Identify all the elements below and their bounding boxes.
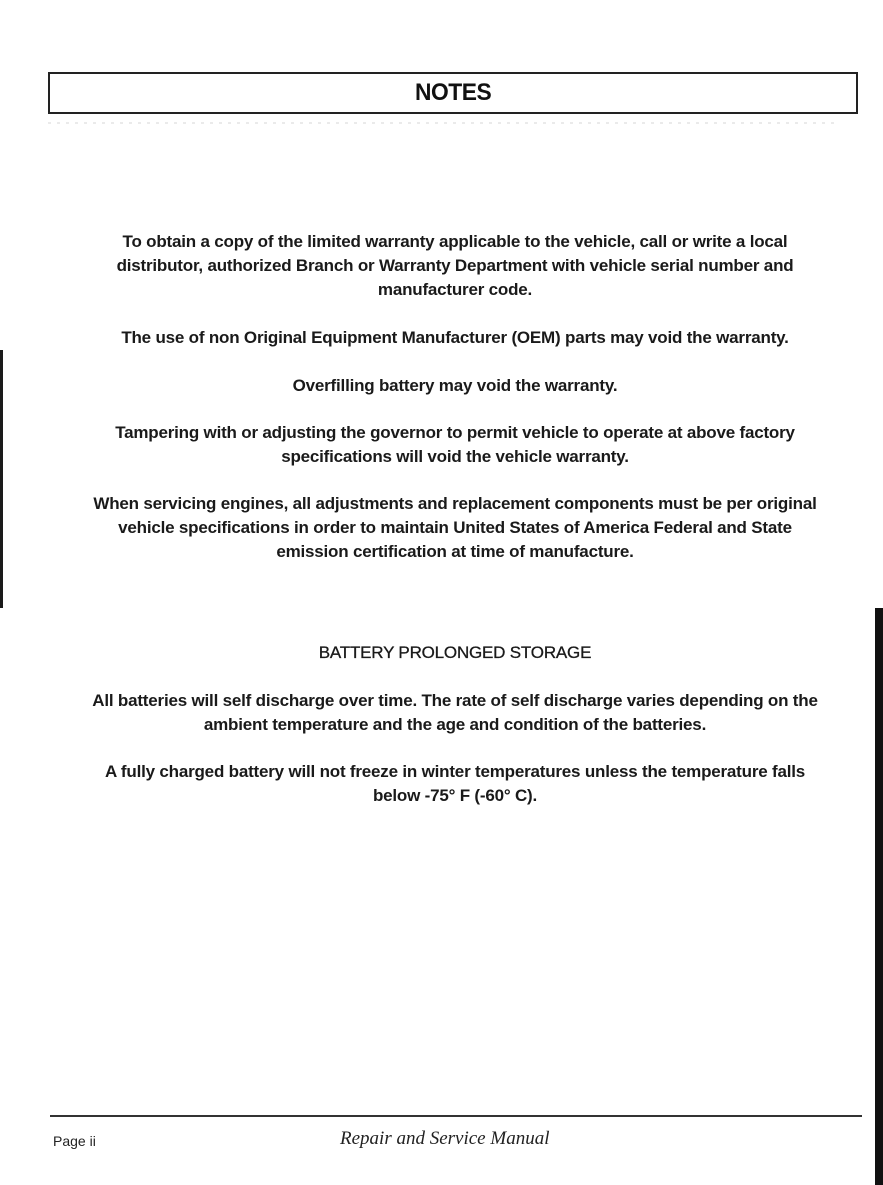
text-line: A fully charged battery will not freeze in winter temperatures unless the temperature falls <box>104 762 806 781</box>
battery-storage-heading <box>40 641 870 665</box>
text-line: emission certification at time of manufacture. <box>276 542 634 561</box>
page-title: NOTES <box>414 79 492 106</box>
warranty-copy-paragraph <box>40 230 870 302</box>
freeze-paragraph <box>40 760 870 808</box>
text-line: Overfilling battery may void the warranty. <box>292 376 618 395</box>
manual-title: Repair and Service Manual <box>340 1128 550 1149</box>
footer-divider <box>50 1115 862 1117</box>
text-line: To obtain a copy of the limited warranty applicable to the vehicle, call or write a local <box>122 232 788 251</box>
notes-title-box <box>48 72 858 114</box>
scan-edge-right <box>875 608 883 1185</box>
text-line: manufacturer code. <box>377 280 533 299</box>
page-number: Page ii <box>53 1133 96 1149</box>
oem-parts-paragraph <box>40 326 870 350</box>
overfilling-paragraph <box>40 374 870 398</box>
section-heading: BATTERY PROLONGED STORAGE <box>318 643 592 662</box>
text-line: distributor, authorized Branch or Warranty Department with vehicle serial number and <box>116 256 794 275</box>
text-line: vehicle specifications in order to maintain United States of America Federal and State <box>118 518 792 537</box>
scan-speckle-line <box>48 122 838 124</box>
governor-paragraph <box>40 421 870 469</box>
text-line: When servicing engines, all adjustments and replacement components must be per original <box>93 494 817 513</box>
text-line: Tampering with or adjusting the governor to permit vehicle to operate at above factory <box>115 423 795 442</box>
text-line: specifications will void the vehicle warranty. <box>281 447 629 466</box>
scan-edge-left <box>0 350 3 608</box>
text-line: below -75° F (-60° C). <box>372 786 538 805</box>
text-line: ambient temperature and the age and condition of the batteries. <box>203 715 707 734</box>
emission-paragraph <box>40 492 870 564</box>
text-line: The use of non Original Equipment Manufacturer (OEM) parts may void the warranty. <box>121 328 789 347</box>
self-discharge-paragraph <box>40 689 870 737</box>
text-line: All batteries will self discharge over time. The rate of self discharge varies depending on the <box>92 691 818 710</box>
